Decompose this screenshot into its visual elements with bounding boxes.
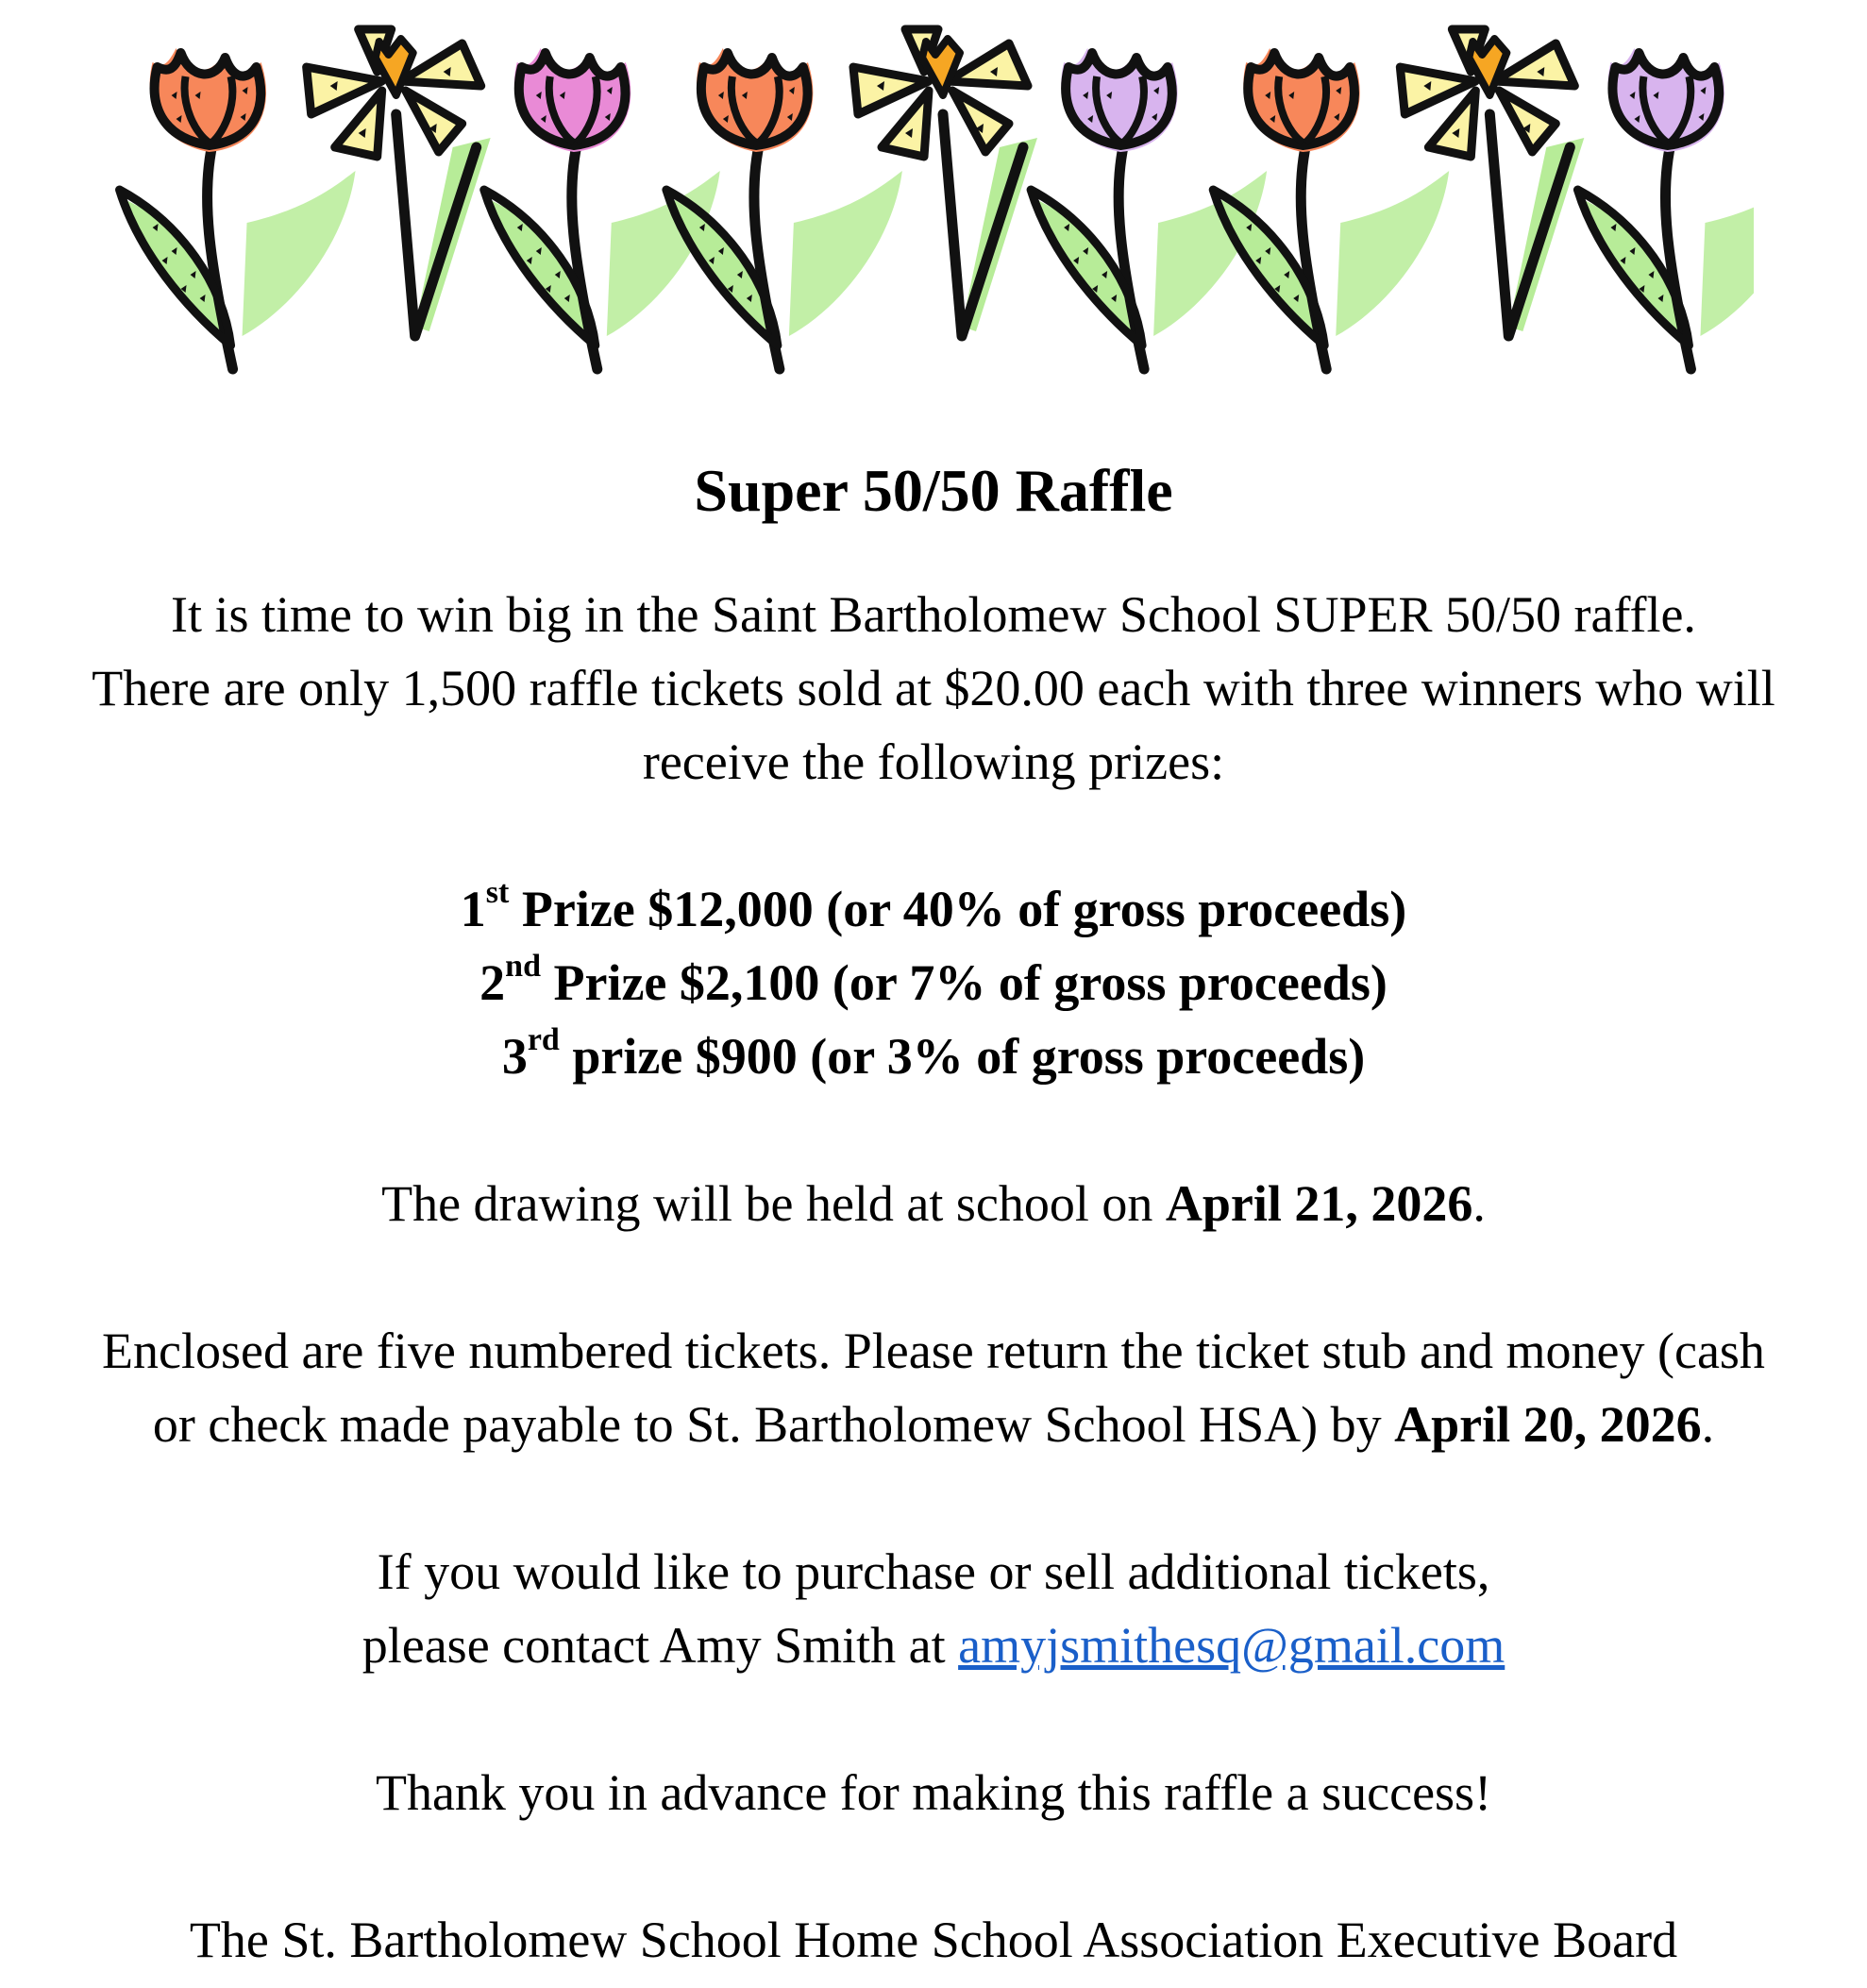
prize-second-text: Prize $2,100 (or 7% of gross proceeds): [553, 954, 1388, 1011]
contact-email-link[interactable]: amyjsmithesq@gmail.com: [958, 1617, 1505, 1674]
enclosed-paragraph: [0, 1314, 1867, 1461]
enclosed-line-2: or check made payable to St. Bartholomew School HSA) by: [152, 1396, 1382, 1453]
contact-line-1: If you would like to purchase or sell additional tickets,: [377, 1543, 1490, 1600]
drawing-date: April 21, 2026: [1165, 1175, 1473, 1232]
prize-second: [0, 946, 1867, 1019]
signature-text: The St. Bartholomew School Home School Association Executive Board: [189, 1912, 1678, 1968]
enclosed-line-2-wrap: [0, 1388, 1867, 1461]
flower-daisy-yellow: [1400, 29, 1584, 336]
intro-line-3: receive the following prizes:: [642, 733, 1225, 790]
flower-border: [113, 17, 1754, 376]
prize-first: [0, 872, 1867, 946]
drawing-text: The drawing will be held at school on: [381, 1175, 1153, 1232]
drawing-end: .: [1472, 1175, 1486, 1232]
contact-line-2: please contact Amy Smith at: [362, 1617, 946, 1674]
intro-line-2: There are only 1,500 raffle tickets sold at $20.00 each with three winners who will: [92, 660, 1775, 716]
prize-second-number: 2: [479, 954, 506, 1011]
drawing-paragraph: [0, 1167, 1867, 1240]
prize-first-number: 1: [460, 881, 486, 937]
return-date: April 20, 2026: [1394, 1396, 1702, 1453]
prize-list: [0, 872, 1867, 1093]
intro-paragraph: [0, 578, 1867, 799]
contact-line-2-wrap: [0, 1609, 1867, 1682]
prize-third-number: 3: [501, 1028, 528, 1085]
flower-tulip-purple: [1577, 48, 1754, 369]
flower-daisy-yellow: [307, 29, 491, 336]
contact-paragraph: [0, 1535, 1867, 1682]
prize-second-suffix: nd: [505, 949, 541, 984]
flyer-body: [0, 453, 1867, 1977]
thanks-text: Thank you in advance for making this raffle a success!: [375, 1764, 1492, 1821]
page-title: Super 50/50 Raffle: [694, 457, 1173, 524]
intro-line-1: It is time to win big in the Saint Bartholomew School SUPER 50/50 raffle.: [171, 586, 1696, 643]
enclosed-end: .: [1701, 1396, 1715, 1453]
enclosed-line-1: Enclosed are five numbered tickets. Please return the ticket stub and money (cash: [102, 1323, 1765, 1379]
flower-border-art: [113, 17, 1754, 376]
prize-first-text: Prize $12,000 (or 40% of gross proceeds): [521, 881, 1407, 937]
prize-third-text: prize $900 (or 3% of gross proceeds): [572, 1028, 1366, 1085]
prize-third: [0, 1019, 1867, 1093]
prize-first-suffix: st: [485, 875, 510, 910]
flower-daisy-yellow: [853, 29, 1037, 336]
prize-third-suffix: rd: [527, 1022, 560, 1057]
